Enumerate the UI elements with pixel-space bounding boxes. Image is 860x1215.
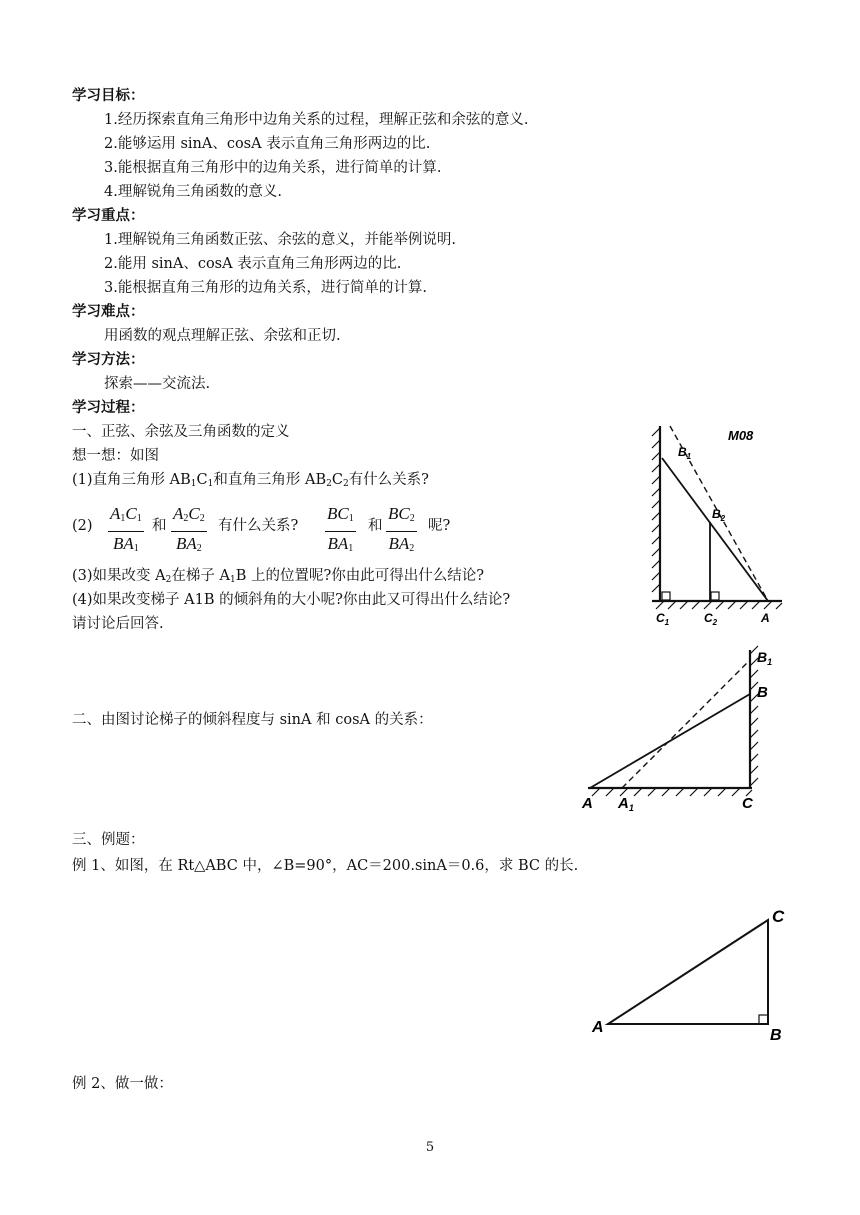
question-2-and-2: 和	[368, 518, 383, 534]
label-c: C	[772, 907, 785, 926]
page-number: 5	[425, 1140, 435, 1155]
section-1-title: 一、正弦、余弦及三角函数的定义	[72, 424, 290, 440]
label-b1: $B_1$	[757, 649, 773, 667]
label-b: B	[770, 1027, 782, 1042]
fraction-a1c1-ba1: $\frac{A_1C_1}{BA_1}$	[110, 504, 142, 554]
discuss-prompt: 请讨论后回答.	[72, 616, 164, 632]
question-2-end: 呢?	[428, 518, 451, 534]
think-prompt: 想一想：如图	[72, 448, 159, 464]
question-2-label: (2)	[72, 518, 93, 534]
label-c: C	[742, 795, 753, 812]
question-2-relation: 有什么关系?	[218, 518, 299, 534]
fraction-bc2-ba2: $\frac{BC_2}{BA_2}$	[388, 504, 415, 554]
label-a1: $A_1$	[618, 795, 634, 813]
goals-heading: 学习目标：	[72, 88, 145, 104]
ladder-figure-m08	[640, 418, 790, 630]
method-text: 探索——交流法.	[104, 376, 211, 392]
section-2-title: 二、由图讨论梯子的倾斜程度与 sinA 和 cosA 的关系：	[72, 712, 433, 728]
keypoint-item-2: 2.能用 sinA、cosA 表示直角三角形两边的比.	[104, 256, 402, 272]
example-2: 例 2、做一做：	[72, 1076, 173, 1092]
label-a: A	[582, 795, 593, 812]
difficulties-heading: 学习难点：	[72, 304, 145, 320]
label-b: B	[757, 684, 768, 701]
difficulties-text: 用函数的观点理解正弦、余弦和正切.	[104, 328, 341, 344]
fraction-a2c2-ba2: $\frac{A_2C_2}{BA_2}$	[173, 504, 205, 554]
question-1: (1)直角三角形 $AB_1C_1$和直角三角形 $AB_2C_2$有什么关系?	[72, 472, 429, 489]
goal-item-1: 1.经历探索直角三角形中边角关系的过程，理解正弦和余弦的意义.	[104, 112, 529, 128]
label-b1: $B_1$	[678, 445, 692, 461]
goal-item-2: 2.能够运用 sinA、cosA 表示直角三角形两边的比.	[104, 136, 431, 152]
process-heading: 学习过程：	[72, 400, 145, 416]
question-4: (4)如果改变梯子 A1B 的倾斜角的大小呢?你由此又可得出什么结论?	[72, 592, 511, 608]
label-c1: $C_1$	[656, 611, 670, 627]
section-3-title: 三、例题：	[72, 832, 145, 848]
label-c2: $C_2$	[704, 611, 718, 627]
keypoint-item-3: 3.能根据直角三角形的边角关系，进行简单的计算.	[104, 280, 427, 296]
label-a: A	[592, 1019, 604, 1036]
keypoints-heading: 学习重点：	[72, 208, 145, 224]
method-heading: 学习方法：	[72, 352, 145, 368]
right-triangle-abc	[586, 906, 792, 1042]
label-a: A	[761, 611, 770, 625]
fraction-bc1-ba1: $\frac{BC_1}{BA_1}$	[327, 504, 354, 554]
goal-item-3: 3.能根据直角三角形中的边角关系，进行简单的计算.	[104, 160, 442, 176]
label-b2: $B_2$	[712, 507, 726, 523]
question-2-and-1: 和	[152, 518, 167, 534]
ladder-figure-2	[578, 642, 788, 814]
keypoint-item-1: 1.理解锐角三角函数正弦、余弦的意义，并能举例说明.	[104, 232, 456, 248]
example-1: 例 1、如图，在 Rt△ABC 中，∠B=90°，AC＝200.sinA＝0.6，求 BC 的长.	[72, 858, 579, 874]
question-3: (3)如果改变 $A_2$在梯子 $A_1B$ 上的位置呢?你由此可得出什么结论?	[72, 568, 484, 585]
figure1-code: M08	[728, 428, 754, 443]
goal-item-4: 4.理解锐角三角函数的意义.	[104, 184, 282, 200]
